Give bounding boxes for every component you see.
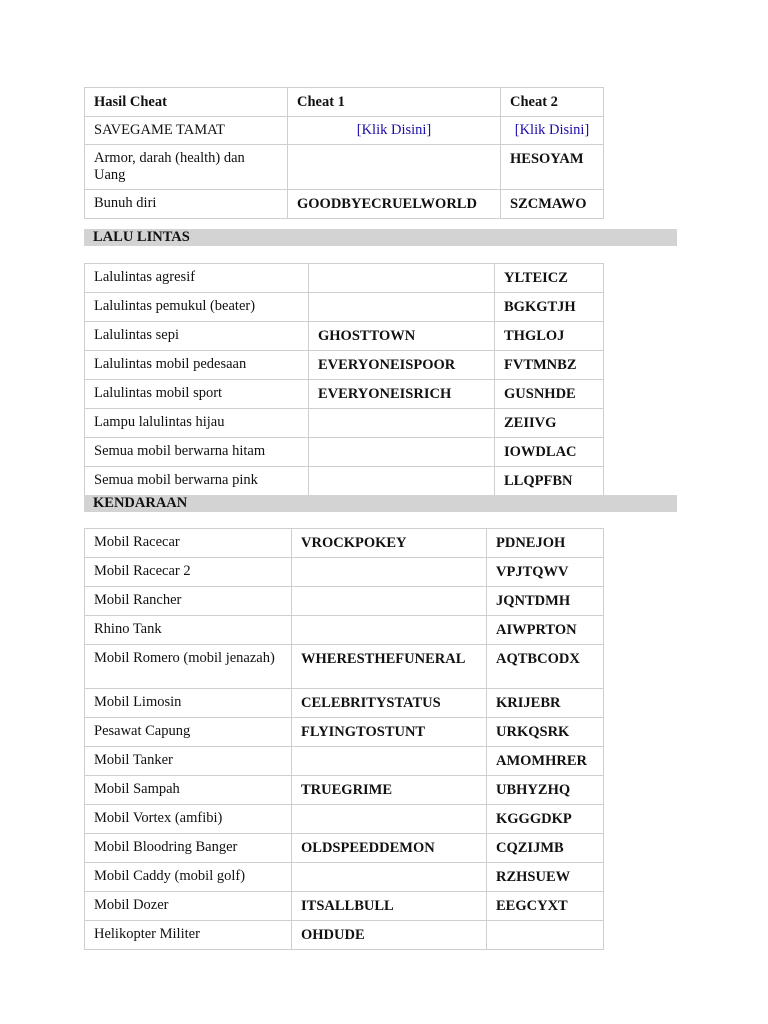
table-row xyxy=(85,747,604,776)
cheat2-code: YLTEICZ xyxy=(495,264,604,293)
cheat2-code: EEGCYXT xyxy=(487,892,604,921)
row-name: Mobil Racecar xyxy=(85,529,292,558)
cheat1-code xyxy=(288,145,501,190)
row-name: Mobil Romero (mobil jenazah) xyxy=(85,645,292,689)
table-row xyxy=(85,293,604,322)
row-name: Mobil Caddy (mobil golf) xyxy=(85,863,292,892)
cheat2-code: CQZIJMB xyxy=(487,834,604,863)
cheat2-code: BGKGTJH xyxy=(495,293,604,322)
row-name: Mobil Limosin xyxy=(85,689,292,718)
row-name: Mobil Bloodring Banger xyxy=(85,834,292,863)
cheat2-code: FVTMNBZ xyxy=(495,351,604,380)
row-name: SAVEGAME TAMAT xyxy=(85,117,288,145)
cheat2-code: AIWPRTON xyxy=(487,616,604,645)
cheat1-cell xyxy=(288,117,501,145)
row-name: Mobil Dozer xyxy=(85,892,292,921)
cheat1-code xyxy=(292,747,487,776)
table-row xyxy=(85,558,604,587)
header-hasil-cheat: Hasil Cheat xyxy=(85,88,288,117)
row-name: Mobil Tanker xyxy=(85,747,292,776)
cheat1-code: EVERYONEISRICH xyxy=(309,380,495,409)
table-row xyxy=(85,190,604,219)
cheat1-code: VROCKPOKEY xyxy=(292,529,487,558)
row-name: Rhino Tank xyxy=(85,616,292,645)
table-row xyxy=(85,322,604,351)
cheat1-code xyxy=(309,467,495,496)
cheat2-code: IOWDLAC xyxy=(495,438,604,467)
row-name: Mobil Rancher xyxy=(85,587,292,616)
cheat1-code xyxy=(309,293,495,322)
table-row xyxy=(85,380,604,409)
table-row xyxy=(85,145,604,190)
row-name: Helikopter Militer xyxy=(85,921,292,950)
row-name: Lalulintas mobil pedesaan xyxy=(85,351,309,380)
table-row xyxy=(85,689,604,718)
cheat1-code xyxy=(309,438,495,467)
cheat2-code: JQNTDMH xyxy=(487,587,604,616)
cheat1-code: GOODBYECRUELWORLD xyxy=(288,190,501,219)
header-cheat-2: Cheat 2 xyxy=(501,88,604,117)
cheat2-code: GUSNHDE xyxy=(495,380,604,409)
cheat2-code: VPJTQWV xyxy=(487,558,604,587)
cheat1-code: EVERYONEISPOOR xyxy=(309,351,495,380)
row-name: Lalulintas pemukul (beater) xyxy=(85,293,309,322)
table-row xyxy=(85,587,604,616)
row-name: Semua mobil berwarna pink xyxy=(85,467,309,496)
cheat1-code: WHERESTHEFUNERAL xyxy=(292,645,487,689)
table-row xyxy=(85,921,604,950)
cheat2-code: KGGGDKP xyxy=(487,805,604,834)
table-row xyxy=(85,645,604,689)
klik-disini-link[interactable]: [Klik Disini] xyxy=(514,122,590,138)
cheat2-cell xyxy=(501,117,604,145)
cheat1-code xyxy=(292,863,487,892)
table-row xyxy=(85,776,604,805)
table-row xyxy=(85,616,604,645)
row-name: Lalulintas mobil sport xyxy=(85,380,309,409)
cheat1-code xyxy=(292,558,487,587)
cheat1-code xyxy=(309,264,495,293)
cheat2-code: AQTBCODX xyxy=(487,645,604,689)
table-row xyxy=(85,438,604,467)
cheat1-code: TRUEGRIME xyxy=(292,776,487,805)
section-title-kendaraan: KENDARAAN xyxy=(84,495,677,512)
cheat2-code: ZEIIVG xyxy=(495,409,604,438)
row-name: Mobil Racecar 2 xyxy=(85,558,292,587)
cheat1-code xyxy=(292,805,487,834)
cheat-table-lalu-lintas xyxy=(84,263,604,496)
klik-disini-link[interactable]: [Klik Disini] xyxy=(356,122,432,138)
cheat2-code: KRIJEBR xyxy=(487,689,604,718)
table-row xyxy=(85,467,604,496)
table-header-row xyxy=(85,88,604,117)
table-row xyxy=(85,529,604,558)
cheat2-code: THGLOJ xyxy=(495,322,604,351)
row-name: Armor, darah (health) dan Uang xyxy=(85,145,288,190)
table-row xyxy=(85,351,604,380)
row-name: Bunuh diri xyxy=(85,190,288,219)
table-row xyxy=(85,834,604,863)
table-row xyxy=(85,892,604,921)
cheat1-code: FLYINGTOSTUNT xyxy=(292,718,487,747)
table-row xyxy=(85,117,604,145)
cheat1-code: GHOSTTOWN xyxy=(309,322,495,351)
cheat2-code xyxy=(487,921,604,950)
table-row xyxy=(85,718,604,747)
cheat2-code: PDNEJOH xyxy=(487,529,604,558)
cheat-table-main xyxy=(84,87,604,219)
row-name: Mobil Vortex (amfibi) xyxy=(85,805,292,834)
header-cheat-1: Cheat 1 xyxy=(288,88,501,117)
row-name: Lampu lalulintas hijau xyxy=(85,409,309,438)
cheat2-code: LLQPFBN xyxy=(495,467,604,496)
cheat-table-kendaraan xyxy=(84,528,604,950)
row-name: Lalulintas agresif xyxy=(85,264,309,293)
cheat1-code xyxy=(292,616,487,645)
cheat1-code: OLDSPEEDDEMON xyxy=(292,834,487,863)
section-title-lalu-lintas: LALU LINTAS xyxy=(84,229,677,246)
table-row xyxy=(85,863,604,892)
cheat1-code xyxy=(309,409,495,438)
table-row xyxy=(85,264,604,293)
cheat2-code: SZCMAWO xyxy=(501,190,604,219)
row-name: Lalulintas sepi xyxy=(85,322,309,351)
cheat1-code: CELEBRITYSTATUS xyxy=(292,689,487,718)
cheat1-code: OHDUDE xyxy=(292,921,487,950)
cheat2-code: URKQSRK xyxy=(487,718,604,747)
table-row xyxy=(85,409,604,438)
row-name: Pesawat Capung xyxy=(85,718,292,747)
cheat2-code: HESOYAM xyxy=(501,145,604,190)
row-name: Mobil Sampah xyxy=(85,776,292,805)
table-row xyxy=(85,805,604,834)
row-name: Semua mobil berwarna hitam xyxy=(85,438,309,467)
cheat1-code: ITSALLBULL xyxy=(292,892,487,921)
cheat1-code xyxy=(292,587,487,616)
cheat2-code: RZHSUEW xyxy=(487,863,604,892)
cheat2-code: AMOMHRER xyxy=(487,747,604,776)
cheat2-code: UBHYZHQ xyxy=(487,776,604,805)
